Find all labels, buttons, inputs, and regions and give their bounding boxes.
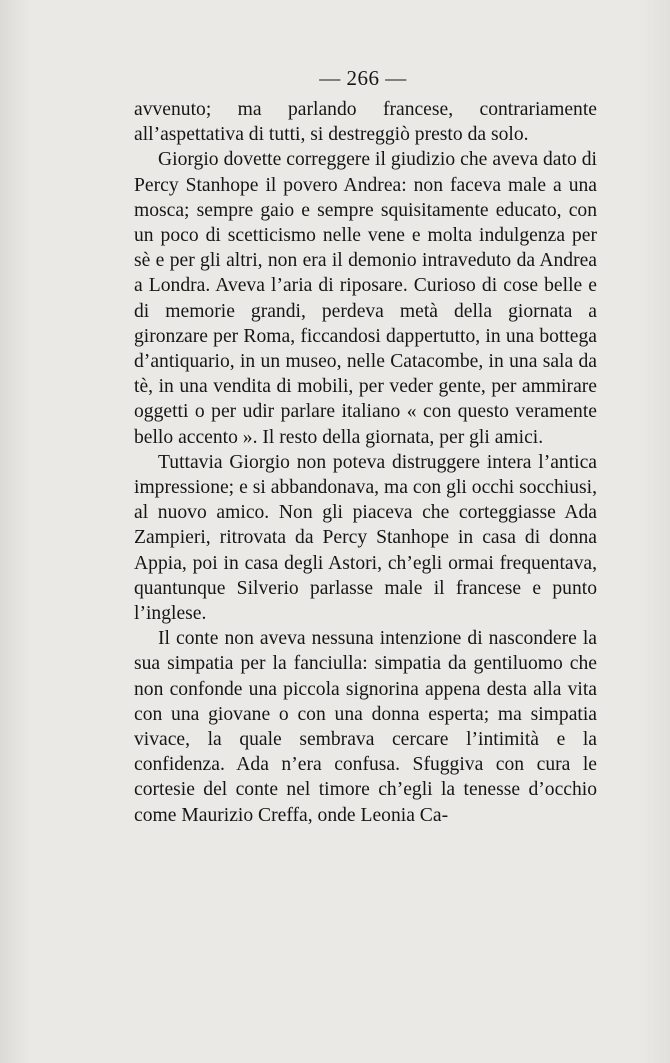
paragraph-1: avvenuto; ma parlando francese, contrariamente all’aspettativa di tutti, si destreggiò presto da solo. (134, 99, 597, 146)
body-text (134, 97, 597, 828)
paragraph-2: Giorgio dovette correggere il giudizio che aveva dato di Percy Stanhope il povero Andrea: non faceva male a una mosca; sempre gaio e sempre squisitamente educato, con un poco di scetticismo nelle vene e molta indulgenza per sè e per gli altri, non era il demonio intraveduto da Andrea a Londra. Aveva l’aria di riposare. Curioso di cose belle e di memorie grandi, perdeva metà della giornata a gironzare per Roma, ficcandosi dappertutto, in una bottega d’antiquario, in un museo, nelle Catacombe, in una sala da tè, in una vendita di mobili, per veder gente, per ammirare oggetti o per udir parlare italiano « con questo veramente bello accento ». Il resto della giornata, per gli amici. (134, 149, 597, 448)
paragraph-4: Il conte non aveva nessuna intenzione di nascondere la sua simpatia per la fanciulla: simpatia da gentiluomo che non confonde una piccola signorina appena desta alla vita con una giovane o con una donna esperta; ma simpatia vivace, la quale sembrava cercare l’intimità e la confidenza. Ada n’era confusa. Sfuggiva con cura le cortesie del conte nel timore ch’egli la tenesse d’occhio come Maurizio Creffa, onde Leonia Ca- (134, 628, 597, 826)
paragraph-3: Tuttavia Giorgio non poteva distruggere intera l’antica impressione; e si abbandonava, ma con gli occhi socchiusi, al nuovo amico. Non gli piaceva che corteggiasse Ada Zampieri, ritrovata da Percy Stanhope in casa di donna Appia, poi in casa degli Astori, ch’egli ormai frequentava, quantunque Silverio parlasse male il francese e punto l’inglese. (134, 451, 597, 625)
page-number: — 266 — (319, 66, 407, 90)
